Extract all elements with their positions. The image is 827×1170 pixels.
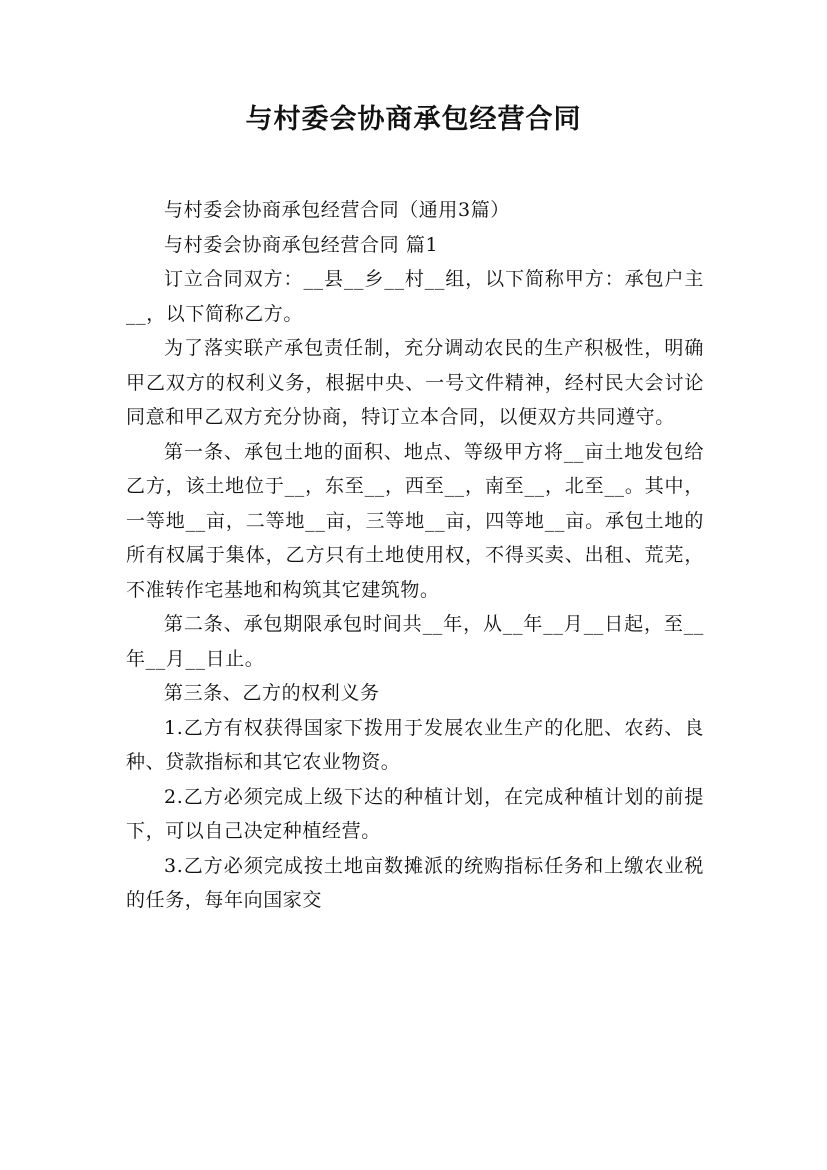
document-title: 与村委会协商承包经营合同 — [245, 104, 582, 135]
subtitle-paragraph: 与村委会协商承包经营合同（通用3篇） — [164, 199, 510, 221]
article-1-paragraph: 第一条、承包土地的面积、地点、等级甲方将__亩土地发包给乙方，该土地位于__，东至__，西至__，南至__，北至__。其中，一等地__亩，二等地__亩，三等地__亩，四等地__亩。承包土地的所有权属于集体，乙方只有土地使用权，不得买卖、出租、荒芜，不准转作宅基地和构筑其它建筑物。 — [126, 440, 704, 601]
section-heading: 与村委会协商承包经营合同 篇1 — [164, 233, 439, 256]
purpose-paragraph: 为了落实联产承包责任制，充分调动农民的生产积极性，明确甲乙双方的权利义务，根据中央、一号文件精神，经村民大会讨论同意和甲乙双方充分协商，特订立本合同，以便双方共同遵守。 — [126, 337, 704, 428]
clause-3-paragraph: 3.乙方必须完成按土地亩数摊派的统购指标任务和上缴农业税的任务，每年向国家交 — [126, 854, 704, 911]
article-3-heading: 第三条、乙方的权利义务 — [164, 682, 380, 704]
parties-paragraph: 订立合同双方：__县__乡__村__组，以下简称甲方：承包户主__，以下简称乙方。 — [126, 268, 704, 325]
document-body — [126, 193, 704, 918]
clause-2-paragraph: 2.乙方必须完成上级下达的种植计划，在完成种植计划的前提下，可以自己决定种植经营。 — [126, 785, 704, 842]
article-2-paragraph: 第二条、承包期限承包时间共__年，从__年__月__日起，至__年__月__日止。 — [126, 613, 704, 670]
clause-1-paragraph: 1.乙方有权获得国家下拨用于发展农业生产的化肥、农药、良种、贷款指标和其它农业物资。 — [126, 716, 704, 773]
